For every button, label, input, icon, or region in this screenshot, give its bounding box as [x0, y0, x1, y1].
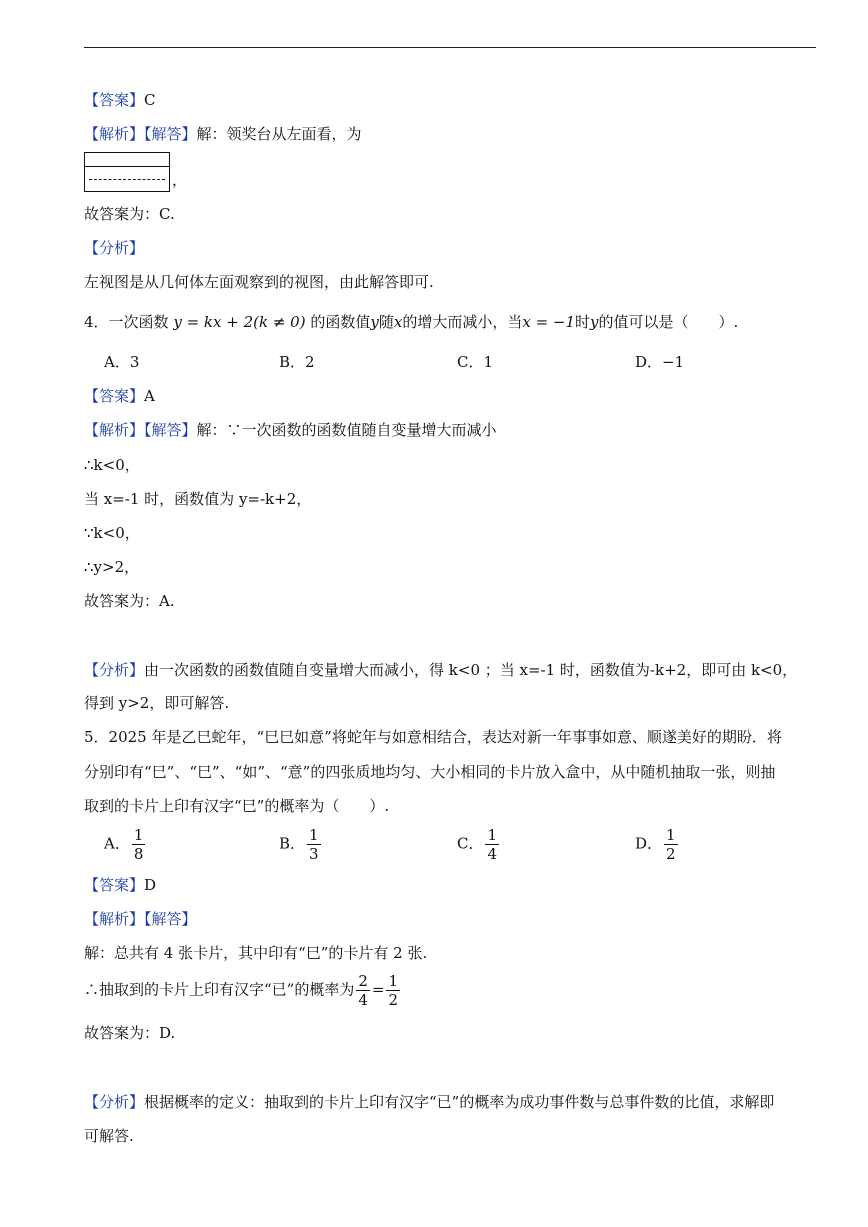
q4-option-c: C．1 [457, 353, 494, 371]
left-view-figure [84, 152, 170, 192]
q4-option-a: A．3 [104, 353, 140, 371]
q5-option-d: D． $\frac{1}{2}$ [635, 826, 676, 863]
q4-step: ∵k<0， [84, 524, 140, 542]
q4-fenxi-line2: 得到 y>2，即可解答. [84, 694, 230, 712]
q3-analysis-line [84, 124, 362, 144]
q4-option-b: B．2 [279, 353, 315, 371]
q3-fenxi-text: 左视图是从几何体左面观察到的视图，由此解答即可. [84, 273, 434, 291]
q4-step: ∴k<0， [84, 456, 140, 474]
q4-analysis-line: 【解析】【解答】解：∵一次函数的函数值随自变量增大而减小 [84, 421, 497, 439]
q5-option-b: B． $\frac{1}{3}$ [279, 826, 319, 863]
q4-answer-line: 【答案】A [84, 387, 155, 405]
q4-step: 故答案为：A. [84, 592, 175, 610]
q3-fenxi-tag: 【分析】 [84, 239, 145, 257]
q4-step: 当 x=-1 时，函数值为 y=-k+2， [84, 490, 312, 508]
q5-stem-line1: 5．2025 年是乙巳蛇年，“巳巳如意”将蛇年与如意相结合，表达对新一年事事如意、顺遂美好的期盼．将 [84, 728, 782, 746]
figure-solid-line [85, 166, 169, 167]
analysis-text: 解：领奖台从左面看，为 [196, 125, 362, 143]
q5-fenxi-line2: 可解答. [84, 1127, 134, 1145]
q4-condition: x = −1 [522, 313, 576, 331]
q5-solution-line: 解：总共有 4 张卡片，其中印有“巳”的卡片有 2 张. [84, 944, 428, 962]
analysis-tag: 【解析】【解答】 [84, 125, 197, 143]
q5-probability-line: ∴抽取到的卡片上印有汉字“已”的概率为 $\frac{2}{4}$ = $\frac{1}{2}$ [84, 972, 399, 1009]
answer-tag: 【答案】 [84, 91, 145, 109]
q4-option-d: D．−1 [635, 353, 685, 371]
figure-dashed-line [89, 179, 165, 180]
q5-answer-line: 【答案】D [84, 876, 157, 894]
q4-step: ∴y>2， [84, 558, 140, 576]
q5-fenxi-line1: 【分析】根据概率的定义：抽取到的卡片上印有汉字“已”的概率为成功事件数与总事件数的比值，求解即 [84, 1093, 775, 1111]
q5-conclusion: 故答案为：D. [84, 1024, 176, 1042]
header-rule [84, 47, 816, 48]
q3-conclusion: 故答案为：C. [84, 205, 175, 223]
q3-answer-line [84, 90, 156, 110]
answer-value: C [144, 91, 156, 109]
q5-stem-line3: 取到的卡片上印有汉字“巳”的概率为（ ）. [84, 797, 390, 815]
q5-option-c: C． $\frac{1}{4}$ [457, 826, 498, 863]
q4-stem: 4．一次函数 y = kx + 2(k ≠ 0) 的函数值y随x的增大而减小，当x = −1时y的值可以是（ ）. [84, 313, 739, 331]
q5-option-a: A． $\frac{1}{8}$ [104, 826, 144, 863]
q5-stem-line2: 分别印有“巳”、“巳”、“如”、“意”的四张质地均匀、大小相同的卡片放入盒中，从中随机抽取一张，则抽 [84, 763, 776, 781]
q4-fenxi-line1: 【分析】由一次函数的函数值随自变量增大而减小，得 k<0 ；当 x=-1 时，函数值为-k+2，即可由 k<0， [84, 661, 798, 679]
q5-analysis-tag: 【解析】【解答】 [84, 910, 197, 928]
figure-comma: ， [172, 171, 188, 189]
q4-formula: y = kx + 2(k ≠ 0) [173, 313, 306, 331]
